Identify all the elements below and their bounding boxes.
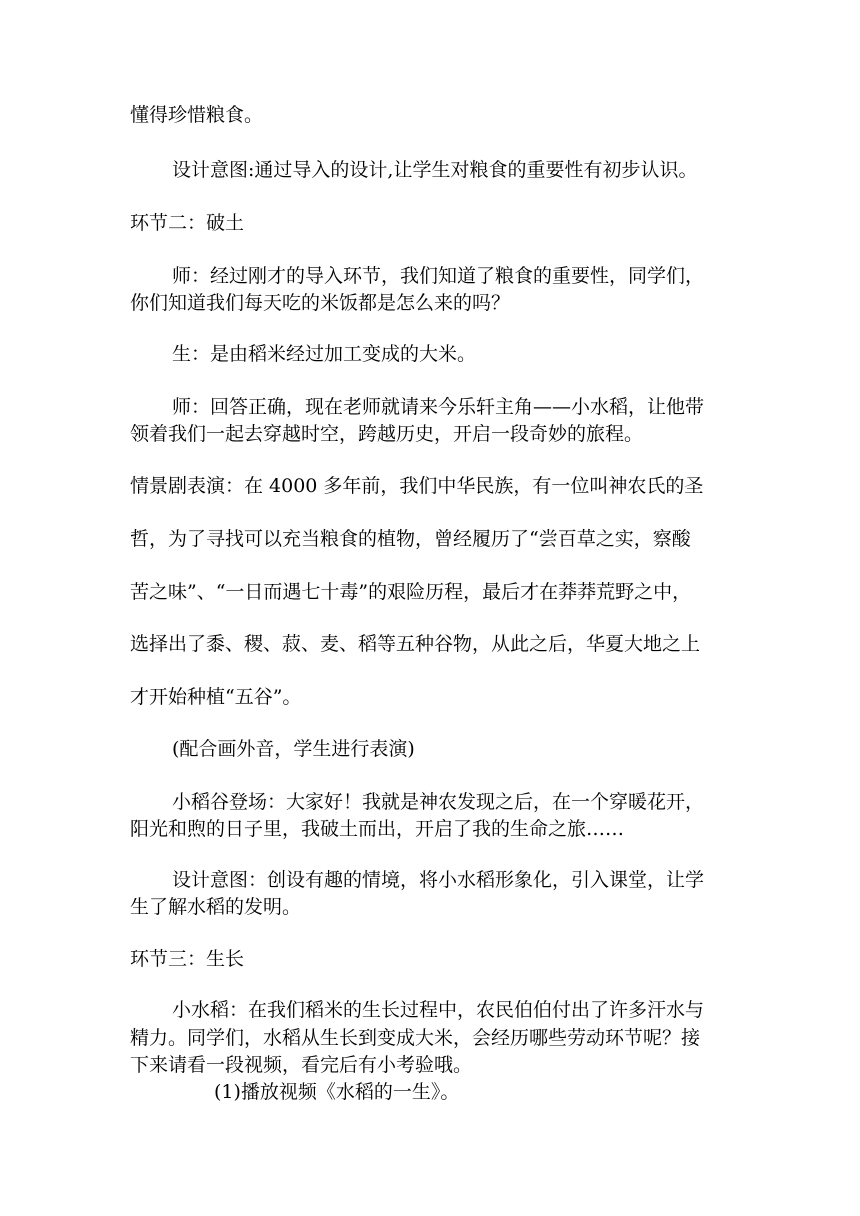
text-line: 小稻谷登场：大家好！我就是神农发现之后，在一个穿暖花开， [172, 791, 705, 813]
text-line: 才开始种植“五谷”。 [130, 686, 302, 708]
text-line: 小水稻：在我们稻米的生长过程中，农民伯伯付出了许多汗水与 [172, 999, 705, 1021]
text-line: 你们知道我们每天吃的米饭都是怎么来的吗？ [130, 292, 511, 314]
text-line: 精力。同学们，水稻从生长到变成大米，会经历哪些劳动环节呢？接 [130, 1027, 701, 1049]
text-line: 阳光和煦的日子里，我破土而出，开启了我的生命之旅…… [130, 818, 625, 840]
text-line: 师：经过刚才的导入环节，我们知道了粮食的重要性，同学们， [172, 265, 705, 287]
text-line: 下来请看一段视频，看完后有小考验哦。 [130, 1054, 473, 1076]
text-line: (配合画外音，学生进行表演) [172, 738, 415, 760]
text-line: 生了解水稻的发明。 [130, 896, 302, 918]
text-line: 苦之味”、“一日而遇七十毒”的艰险历程，最后才在莽莽荒野之中， [130, 581, 692, 603]
text-line: 设计意图：创设有趣的情境，将小水稻形象化，引入课堂，让学 [172, 869, 705, 891]
text-line: 领着我们一起去穿越时空，跨越历史，开启一段奇妙的旅程。 [130, 423, 644, 445]
text-line: 选择出了黍、稷、菽、麦、稻等五种谷物，从此之后，华夏大地之上 [130, 633, 701, 655]
section-heading: 环节三：生长 [130, 948, 245, 970]
text-line: 生：是由稻米经过加工变成的大米。 [172, 343, 477, 365]
text-line: 懂得珍惜粮食。 [130, 104, 264, 126]
section-heading: 环节二：破土 [130, 212, 245, 234]
text-line: 设计意图:通过导入的设计,让学生对粮食的重要性有初步认识。 [172, 159, 698, 181]
text-line: (1)播放视频《水稻的一生》。 [214, 1081, 460, 1103]
text-line: 情景剧表演：在 4000 多年前，我们中华民族，有一位叫神农氏的圣 [130, 475, 704, 497]
text-line: 哲，为了寻找可以充当粮食的植物，曾经履历了“尝百草之实，察酸 [130, 528, 691, 550]
text-line: 师：回答正确，现在老师就请来今乐轩主角——小水稻，让他带 [172, 396, 705, 418]
